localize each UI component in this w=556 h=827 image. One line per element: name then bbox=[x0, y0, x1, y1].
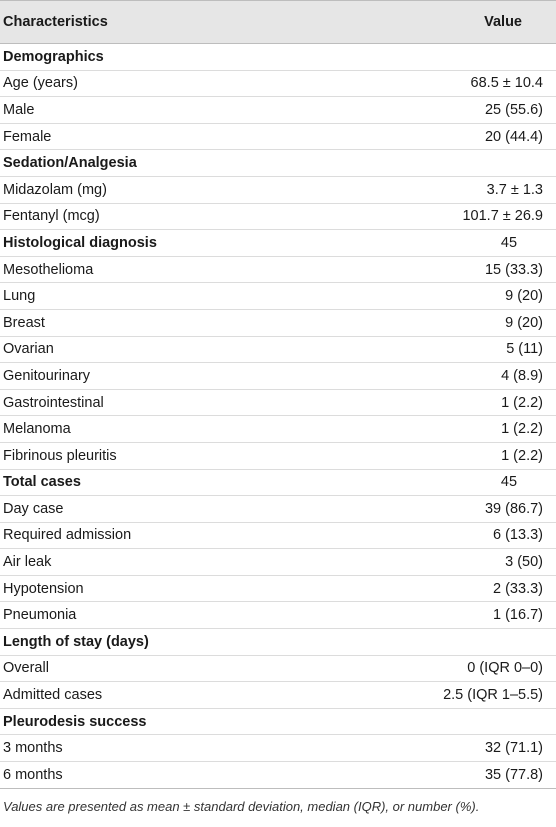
row-label: Age (years) bbox=[0, 70, 400, 97]
section-label: Sedation/Analgesia bbox=[0, 150, 400, 177]
table-body bbox=[0, 44, 556, 789]
row-label: Female bbox=[0, 123, 400, 150]
section-label: Demographics bbox=[0, 44, 400, 71]
row-label: Breast bbox=[0, 309, 400, 336]
section-row bbox=[0, 708, 556, 735]
row-value: 101.7 ± 26.9 bbox=[400, 203, 556, 230]
row-label: Lung bbox=[0, 283, 400, 310]
row-value: 20 (44.4) bbox=[400, 123, 556, 150]
table-row bbox=[0, 336, 556, 363]
row-value: 68.5 ± 10.4 bbox=[400, 70, 556, 97]
table-row bbox=[0, 256, 556, 283]
row-value: 32 (71.1) bbox=[400, 735, 556, 762]
row-label: Gastrointestinal bbox=[0, 389, 400, 416]
table-row bbox=[0, 363, 556, 390]
table-row bbox=[0, 70, 556, 97]
section-label: Pleurodesis success bbox=[0, 708, 400, 735]
table-row bbox=[0, 123, 556, 150]
table-row bbox=[0, 389, 556, 416]
row-value bbox=[400, 44, 556, 71]
table-row bbox=[0, 203, 556, 230]
row-label: Fibrinous pleuritis bbox=[0, 442, 400, 469]
row-label: Genitourinary bbox=[0, 363, 400, 390]
row-value: 6 (13.3) bbox=[400, 522, 556, 549]
table-row bbox=[0, 549, 556, 576]
row-value: 1 (2.2) bbox=[400, 442, 556, 469]
table-footnote: Values are presented as mean ± standard deviation, median (IQR), or number (%). bbox=[3, 798, 480, 814]
header-value: Value bbox=[400, 1, 556, 44]
table-row bbox=[0, 416, 556, 443]
section-label: Histological diagnosis bbox=[0, 230, 400, 257]
row-value: 9 (20) bbox=[400, 283, 556, 310]
table-row bbox=[0, 655, 556, 682]
table-row bbox=[0, 97, 556, 124]
row-value: 5 (11) bbox=[400, 336, 556, 363]
table-row bbox=[0, 735, 556, 762]
row-value: 39 (86.7) bbox=[400, 496, 556, 523]
row-value: 3 (50) bbox=[400, 549, 556, 576]
row-value: 3.7 ± 1.3 bbox=[400, 176, 556, 203]
table-row bbox=[0, 522, 556, 549]
table-row bbox=[0, 496, 556, 523]
row-label: Fentanyl (mcg) bbox=[0, 203, 400, 230]
row-label: Mesothelioma bbox=[0, 256, 400, 283]
row-label: Melanoma bbox=[0, 416, 400, 443]
row-value: 35 (77.8) bbox=[400, 762, 556, 789]
row-label: Required admission bbox=[0, 522, 400, 549]
row-label: Overall bbox=[0, 655, 400, 682]
row-label: Pneumonia bbox=[0, 602, 400, 629]
row-value bbox=[400, 150, 556, 177]
row-label: 3 months bbox=[0, 735, 400, 762]
section-label: Length of stay (days) bbox=[0, 629, 400, 656]
header-characteristics: Characteristics bbox=[0, 1, 400, 44]
section-row bbox=[0, 150, 556, 177]
row-value: 0 (IQR 0–0) bbox=[400, 655, 556, 682]
row-value bbox=[400, 708, 556, 735]
table-row bbox=[0, 762, 556, 789]
row-label: Air leak bbox=[0, 549, 400, 576]
table-row bbox=[0, 682, 556, 709]
row-value: 45 bbox=[400, 230, 556, 257]
table-row bbox=[0, 442, 556, 469]
row-label: Day case bbox=[0, 496, 400, 523]
row-value: 1 (2.2) bbox=[400, 389, 556, 416]
section-row bbox=[0, 469, 556, 496]
row-value: 1 (16.7) bbox=[400, 602, 556, 629]
table-row bbox=[0, 176, 556, 203]
section-label: Total cases bbox=[0, 469, 400, 496]
table-row bbox=[0, 309, 556, 336]
table-row bbox=[0, 283, 556, 310]
row-value: 9 (20) bbox=[400, 309, 556, 336]
section-row bbox=[0, 629, 556, 656]
row-value bbox=[400, 629, 556, 656]
section-row bbox=[0, 230, 556, 257]
row-label: Male bbox=[0, 97, 400, 124]
row-value: 2 (33.3) bbox=[400, 575, 556, 602]
row-value: 15 (33.3) bbox=[400, 256, 556, 283]
table-header-row bbox=[0, 1, 556, 44]
section-row bbox=[0, 44, 556, 71]
row-value: 1 (2.2) bbox=[400, 416, 556, 443]
row-label: 6 months bbox=[0, 762, 400, 789]
row-label: Midazolam (mg) bbox=[0, 176, 400, 203]
table-row bbox=[0, 602, 556, 629]
row-value: 4 (8.9) bbox=[400, 363, 556, 390]
table-row bbox=[0, 575, 556, 602]
row-value: 25 (55.6) bbox=[400, 97, 556, 124]
row-value: 2.5 (IQR 1–5.5) bbox=[400, 682, 556, 709]
row-label: Admitted cases bbox=[0, 682, 400, 709]
row-label: Ovarian bbox=[0, 336, 400, 363]
row-value: 45 bbox=[400, 469, 556, 496]
row-label: Hypotension bbox=[0, 575, 400, 602]
